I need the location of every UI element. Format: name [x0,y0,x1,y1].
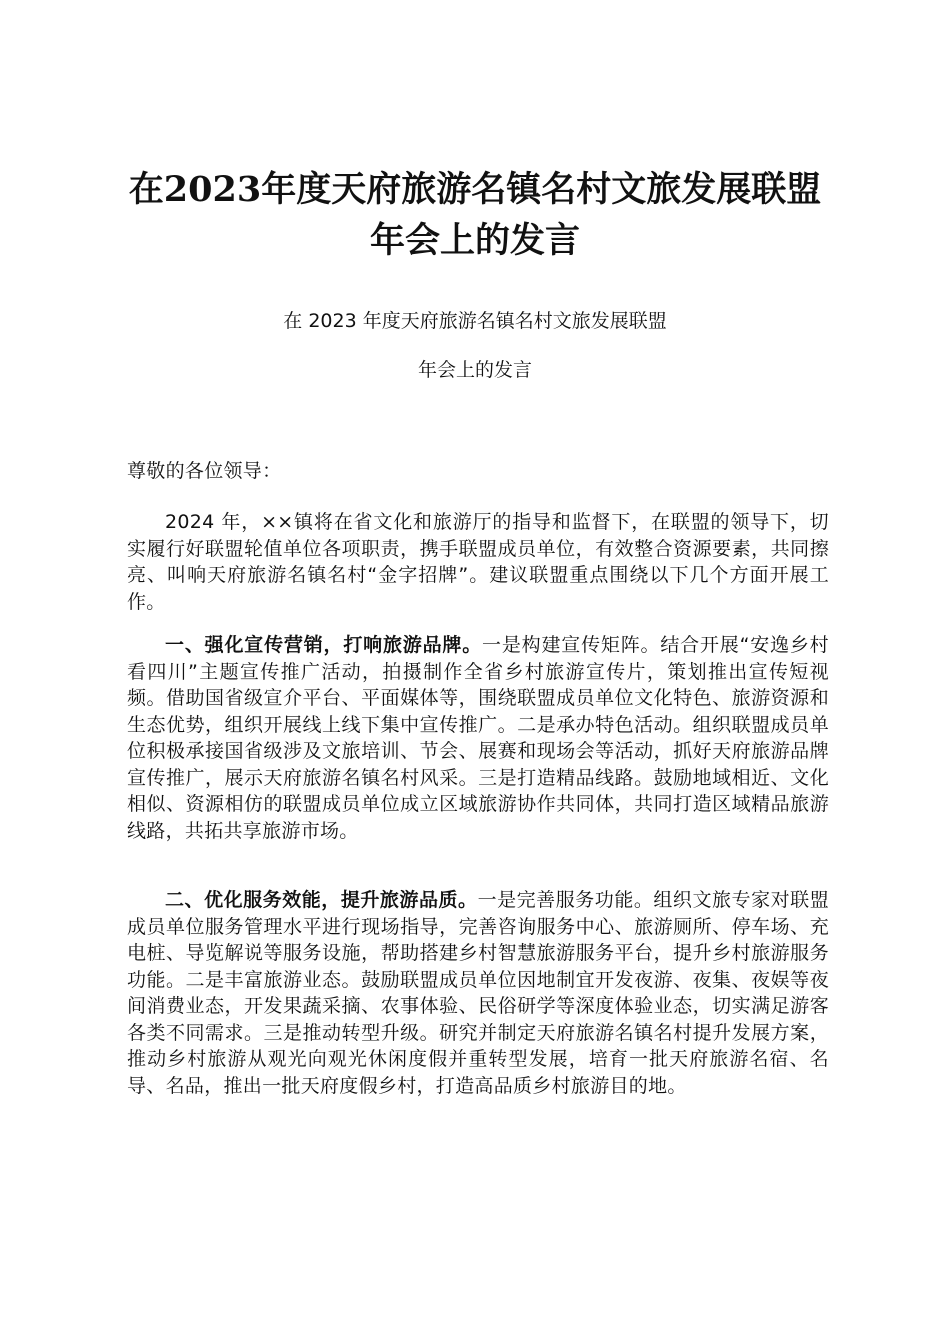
main-title-line-1 [100,164,850,216]
section-one-paragraph [127,632,829,844]
section-two-paragraph [127,887,829,1099]
intro-paragraph: 2024 年，××镇将在省文化和旅游厅的指导和监督下，在联盟的领导下，切实履行好联盟轮值单位各项职责，携手联盟成员单位，有效整合资源要素，共同擦亮、叫响天府旅游名镇名村“金字招牌”。建议联盟重点围绕以下几个方面开展工作。 [127,511,829,613]
main-title-year: 2023 [163,169,262,210]
section-one-body: 一是构建宣传矩阵。结合开展“安逸乡村看四川”主题宣传推广活动，拍摄制作全省乡村旅游宣传片，策划推出宣传短视频。借助国省级宣介平台、平面媒体等，围绕联盟成员单位文化特色、旅游资源和生态优势，组织开展线上线下集中宣传推广。二是承办特色活动。组织联盟成员单位积极承接国省级涉及文旅培训、节会、展赛和现场会等活动，抓好天府旅游品牌宣传推广，展示天府旅游名镇名村风采。三是打造精品线路。鼓励地域相近、文化相似、资源相仿的联盟成员单位成立区域旅游协作共同体，共同打造区域精品旅游线路，共拓共享旅游市场。 [127,634,829,842]
salutation: 尊敬的各位领导： [127,460,282,482]
main-title-suffix: 年度天府旅游名镇名村文旅发展联盟 [261,169,822,210]
main-title-prefix: 在 [128,169,164,210]
section-two-body: 一是完善服务功能。组织文旅专家对联盟成员单位服务管理水平进行现场指导，完善咨询服务中心、旅游厕所、停车场、充电桩、导览解说等服务设施，帮助搭建乡村智慧旅游服务平台，提升乡村旅游服务功能。二是丰富旅游业态。鼓励联盟成员单位因地制宜开发夜游、夜集、夜娱等夜间消费业态，开发果蔬采摘、农事体验、民俗研学等深度体验业态，切实满足游客各类不同需求。三是推动转型升级。研究并制定天府旅游名镇名村提升发展方案，推动乡村旅游从观光向观光休闲度假并重转型发展，培育一批天府旅游名宿、名导、名品，推出一批天府度假乡村，打造高品质乡村旅游目的地。 [127,889,829,1097]
main-title-line-2: 年会上的发言 [369,220,580,261]
section-two-heading: 二、优化服务效能，提升旅游品质。 [165,889,478,911]
subtitle-line-1: 在 2023 年度天府旅游名镇名村文旅发展联盟 [283,310,667,332]
subtitle-line-2: 年会上的发言 [417,359,532,381]
section-one-heading: 一、强化宣传营销，打响旅游品牌。 [165,634,483,656]
